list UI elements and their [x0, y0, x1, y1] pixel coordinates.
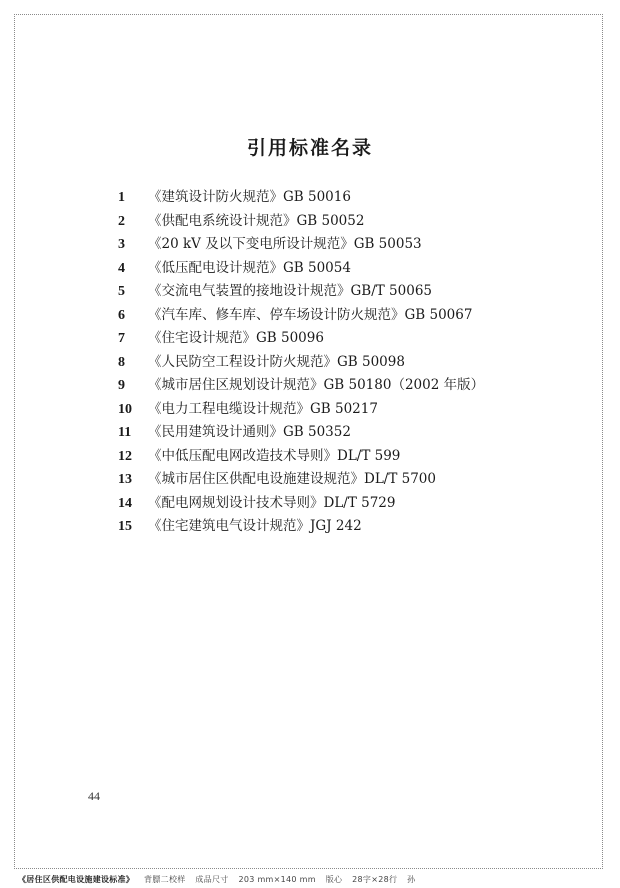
reference-number: 11 [118, 425, 132, 440]
list-item [118, 186, 484, 210]
page-number: 44 [88, 789, 100, 803]
reference-number: 1 [118, 190, 125, 205]
list-item [118, 280, 484, 304]
reference-number: 15 [118, 519, 132, 534]
list-item [118, 304, 484, 328]
reference-text: 《住宅设计规范》GB 50096 [148, 330, 324, 346]
list-item [118, 257, 484, 281]
reference-number: 6 [118, 307, 125, 323]
reference-number: 3 [118, 237, 125, 252]
list-item [118, 445, 484, 469]
reference-text: 《交流电气装置的接地设计规范》GB/T 50065 [148, 283, 432, 299]
list-item [118, 351, 484, 375]
list-item [118, 374, 484, 398]
reference-text: 《供配电系统设计规范》GB 50052 [148, 212, 365, 229]
list-item [118, 398, 484, 422]
footer-book-title: 《居住区供配电设施建设标准》 [18, 875, 135, 884]
reference-number: 8 [118, 354, 125, 370]
reference-number: 2 [118, 213, 125, 229]
reference-number: 10 [118, 401, 132, 417]
page-title: 引用标准名录 [246, 137, 373, 159]
reference-text: 《建筑设计防火规范》GB 50016 [148, 189, 351, 205]
reference-number: 12 [118, 448, 132, 464]
list-item [118, 421, 484, 445]
list-item [118, 233, 484, 257]
reference-text: 《城市居住区供配电设施建设规范》DL/T 5700 [148, 471, 436, 487]
reference-list [118, 186, 484, 539]
reference-text: 《电力工程电缆设计规范》GB 50217 [148, 400, 378, 417]
reference-text: 《城市居住区规划设计规范》GB 50180（2002 年版） [148, 377, 485, 393]
footer-mark: 孙 [407, 875, 416, 884]
reference-text: 《人民防空工程设计防火规范》GB 50098 [148, 353, 405, 370]
reference-number: 7 [118, 331, 125, 346]
list-item [118, 327, 484, 351]
footer-size-label: 成品尺寸 [195, 875, 229, 884]
reference-number: 9 [118, 378, 125, 393]
list-item [118, 515, 484, 539]
reference-text: 《汽车库、修车库、停车场设计防火规范》GB 50067 [148, 306, 473, 323]
reference-number: 13 [118, 472, 132, 487]
footer-size-value: 203 mm×140 mm [238, 875, 316, 884]
list-item [118, 492, 484, 516]
reference-text: 《住宅建筑电气设计规范》JGJ 242 [148, 518, 362, 534]
reference-text: 《20 kV 及以下变电所设计规范》GB 50053 [148, 236, 422, 252]
list-item [118, 468, 484, 492]
reference-text: 《低压配电设计规范》GB 50054 [148, 259, 351, 276]
reference-number: 4 [118, 260, 125, 276]
reference-text: 《中低压配电网改造技术导则》DL/T 599 [148, 447, 401, 464]
reference-text: 《民用建筑设计通则》GB 50352 [148, 424, 351, 440]
footer-stage: 背膘二校样 [144, 875, 186, 884]
reference-number: 5 [118, 284, 125, 299]
print-footer [18, 874, 422, 885]
list-item [118, 210, 484, 234]
reference-text: 《配电网规划设计技术导则》DL/T 5729 [148, 494, 396, 511]
footer-core-label: 版心 [325, 875, 343, 884]
footer-core-value: 28字×28行 [352, 875, 398, 884]
reference-number: 14 [118, 495, 132, 511]
